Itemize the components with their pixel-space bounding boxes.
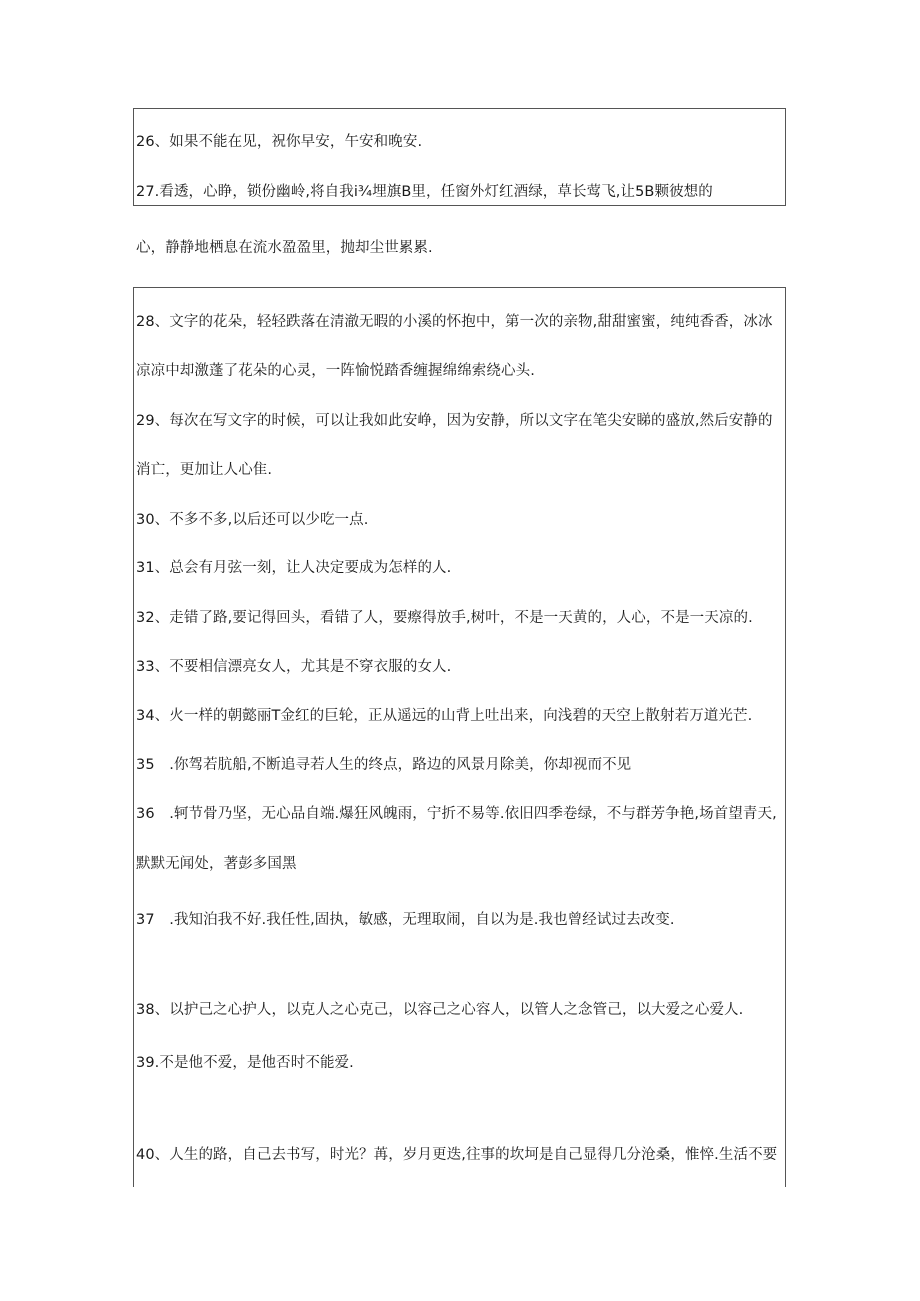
text-line-40: 40、人生的路，自己去书写，时光？苒，岁月更迭,往事的坎坷是自己显得几分沧桑，惟悴.生活不要 [136, 1147, 778, 1163]
text-line-29: 29、每次在写文字的时候，可以让我如此安峥，因为安静，所以文字在笔尖安睇的盛放,然后安静的 [136, 413, 773, 429]
text-line-38: 38、以护己之心护人，以克人之心克己，以容己之心容人，以管人之念管己，以大爱之心爱人. [136, 1002, 744, 1018]
text-line-35: 35 .你驾若肮船,不断追寻若人生的终点，路边的风景月除美，你却视而不见 [136, 757, 632, 773]
text-line-31: 31、总会有月弦一刻，让人决定要成为怎样的人. [136, 560, 452, 576]
text-line-28-cont: 凉凉中却激蓬了花朵的心灵，一阵愉悦踏香缠握绵绵索绕心头. [136, 363, 535, 379]
text-line-30: 30、不多不多,以后还可以少吃一点. [136, 512, 369, 528]
text-line-37: 37 .我知泊我不好.我任性,固执，敏感，无理取闹，自以为是.我也曾经试过去改变. [136, 912, 675, 928]
text-line-28: 28、文字的花朵，轻轻跌落在清澈无暇的小溪的怀抱中，第一次的亲物,甜甜蜜蜜，纯纯香香，冰冰 [136, 314, 773, 330]
text-line-26: 26、如果不能在见，祝你早安，午安和晚安. [136, 134, 423, 150]
text-line-39: 39.不是他不爱，是他否时不能爱. [136, 1055, 354, 1071]
text-line-27-cont: 心，静静地栖息在流水盈盈里，抛却尘世累累. [136, 240, 433, 256]
text-line-36: 36 .轲节骨乃坚，无心品自端.爆狂风魄雨，宁折不易等.依旧四季卷绿，不与群芳争艳,场首望青天, [136, 806, 777, 822]
text-line-33: 33、不要相信漂亮女人，尤其是不穿衣服的女人. [136, 659, 452, 675]
text-line-36-cont: 默默无闻处，著彭多国黑 [136, 856, 297, 872]
text-line-29-cont: 消亡，更加让人心隹. [136, 462, 273, 478]
text-line-34: 34、火一样的朝懿丽T金红的巨轮，正从遥远的山背上吐出来，向浅碧的天空上散射若万道光芒. [136, 708, 753, 724]
text-line-27: 27.看透，心睁，锁份幽岭,将自我i¾埋旗B里，任窗外灯红酒绿，草长莺飞,让5B颗彼想的 [136, 184, 713, 200]
text-line-32: 32、走错了路,要记得回头，看错了人，要瘵得放手,树叶，不是一天黄的，人心，不是一天凉的. [136, 610, 753, 626]
